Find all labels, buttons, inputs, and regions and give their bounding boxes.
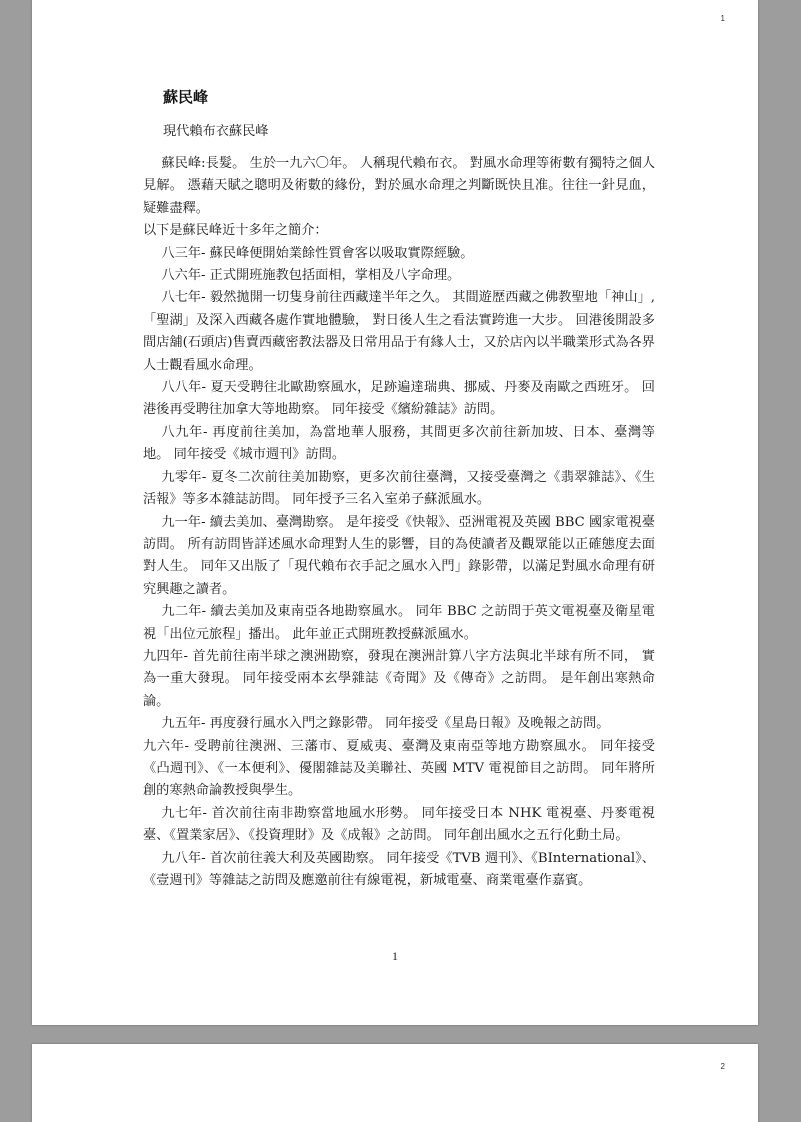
paragraph: 九六年- 受聘前往澳洲、三藩市、夏威夷、臺灣及東南亞等地方勘察風水。 同年接受《凸週刊》、《一本便利》、優閣雜誌及美聯社、英國 MTV 電視節目之訪問。 同年將所創的寒熱命論教授與學生。 (143, 738, 655, 799)
document-page (32, 0, 758, 1025)
footer-page-number: 1 (392, 949, 398, 963)
document-title: 蘇民峰 (163, 88, 209, 106)
paragraph: 九二年- 續去美加及東南亞各地勘察風水。 同年 BBC 之訪問于英文電視臺及衛星電視「出位元旅程」播出。 此年並正式開班教授蘇派風水。 (143, 604, 655, 642)
paragraph: 八七年- 毅然拋開一切隻身前往西藏達半年之久。 其間遊歷西藏之佛教聖地「神山」,「聖湖」及深入西藏各處作實地體驗， 對日後人生之看法實跨進一大步。 回港後開設多間店舖(石頭店)售賣西藏密教法器及日常用品于有緣人士，又於店內以半職業形式為各界人士觀看風水命理。 (143, 290, 655, 373)
paragraph: 八八年- 夏天受聘往北歐勘察風水，足跡遍達瑞典、挪威、丹麥及南歐之西班牙。 回港後再受聘往加拿大等地勘察。 同年接受《繽紛雜誌》訪問。 (143, 380, 655, 418)
page-number-label: 2 (720, 1062, 725, 1071)
paragraph: 九八年- 首次前往義大利及英國勘察。 同年接受《TVB 週刊》、《BInternational》、 《壹週刊》等雜誌之訪問及應邀前往有線電視，新城電臺、商業電臺作嘉賓。 (143, 850, 655, 888)
paragraph: 九四年- 首先前往南半球之澳洲勘察，發現在澳洲計算八字方法與北半球有所不同， 實為一重大發現。 同年接受兩本玄學雜誌《奇聞》及《傳奇》之訪問。 是年創出寒熱命論。 (143, 648, 655, 709)
paragraph: 八九年- 再度前往美加，為當地華人服務，其間更多次前往新加坡、日本、臺灣等地。 同年接受《城市週刊》訪問。 (143, 424, 655, 463)
document-page (32, 1044, 758, 1122)
page-number-label: 1 (720, 14, 725, 23)
page-content (143, 84, 655, 892)
paragraph: 九一年- 續去美加、臺灣勘察。 是年接受《快報》、亞洲電視及英國 BBC 國家電視臺訪問。 所有訪問皆詳述風水命理對人生的影響，目的為使讀者及觀眾能以正確態度去面對人生。 同年又出版了「現代賴布衣手記之風水入門」錄影帶，以滿足對風水命理有研究興趣之讀者。 (143, 514, 655, 597)
paragraph: 九零年- 夏冬二次前往美加勘察，更多次前往臺灣，又接受臺灣之《翡翠雜誌》、《生活報》等多本雜誌訪問。 同年授予三名入室弟子蘇派風水。 (143, 469, 655, 508)
paragraph: 九七年- 首次前往南非勘察當地風水形勢。 同年接受日本 NHK 電視臺、丹麥電視臺、《置業家居》、《投資理財》及《成報》之訪問。 同年創出風水之五行化動土局。 (143, 805, 655, 844)
paragraph: 八三年- 蘇民峰便開始業餘性質會客以吸取實際經驗。 (161, 245, 474, 261)
paragraph: 九五年- 再度發行風水入門之錄影帶。 同年接受《星島日報》及晚報之訪問。 (161, 716, 610, 732)
paragraph: 蘇民峰:長髮。 生於一九六〇年。 人稱現代賴布衣。 對風水命理等術數有獨特之個人見解。 憑藉天賦之聰明及術數的緣份，對於風水命理之判斷既快且准。往往一針見血，疑難盡釋。 (143, 156, 655, 216)
paragraph: 八六年- 正式開班施教包括面相，掌相及八字命理。 (161, 268, 461, 284)
document-subtitle: 現代賴布衣蘇民峰 (163, 124, 269, 139)
paragraph: 以下是蘇民峰近十多年之簡介： (143, 223, 328, 239)
